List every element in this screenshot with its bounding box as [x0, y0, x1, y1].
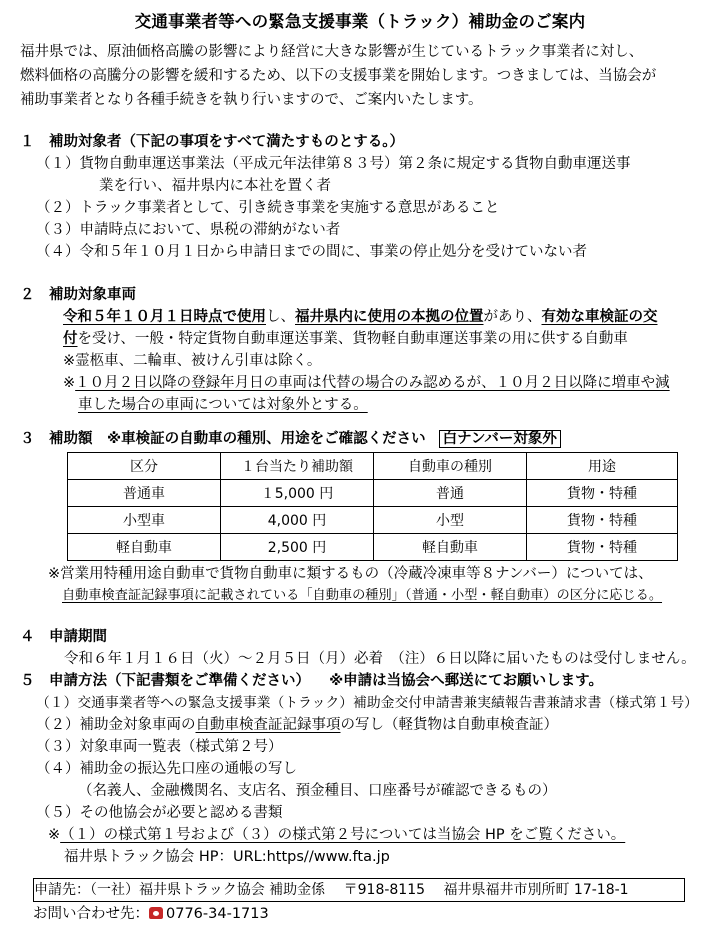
emphasis-inspection-record: 自動車検査証記録事項	[195, 717, 341, 733]
text-fragment: （２）補助金対象車両の	[36, 717, 196, 733]
section-5-heading	[20, 670, 603, 692]
phone-number[interactable]: 0776-34-1713	[166, 906, 269, 922]
emphasis-location: 福井県内に使用の本拠の位置	[295, 309, 484, 325]
table-cell: 軽自動車	[68, 534, 221, 561]
table-cell: 貨物・特種	[527, 507, 678, 534]
section-2-registration-note	[63, 372, 670, 394]
note-mark: ※	[48, 827, 61, 843]
section-3-note-1: ※営業用特種用途自動車で貨物自動車に類するもの（冷蔵冷凍車等８ナンバー）については、	[48, 566, 653, 582]
section-1-heading: １ 補助対象者（下記の事項をすべて満たすものとする。）	[20, 134, 404, 150]
emphasis-inspection-cont: 付	[63, 331, 78, 347]
text-fragment: １０月２日以降の登録年月日の車両は代替の場合のみ認めるが、１０月２日以降に増車や減	[75, 375, 670, 391]
column-header: 区分	[68, 453, 221, 480]
table-cell: 貨物・特種	[527, 480, 678, 507]
document-item-5: （５）その他協会が必要と認める書類	[36, 805, 283, 821]
section-1-item-4: （４）令和５年１０月１日から申請日までの間に、事業の停止処分を受けていない者	[36, 244, 587, 260]
section-1-item-1: （１）貨物自動車運送事業法（平成元年法律第８３号）第２条に規定する貨物自動車運送事	[36, 156, 631, 172]
document-item-4: （４）補助金の振込先口座の通帳の写し	[36, 761, 297, 777]
section-5-heading-text: ５ 申請方法（下記書類をご準備ください）	[20, 673, 310, 689]
intro-line: 福井県では、原油価格高騰の影響により経営に大きな影響が生じているトラック事業者に対し、	[20, 44, 644, 60]
table-row	[68, 507, 678, 534]
table-cell: 貨物・特種	[527, 534, 678, 561]
section-1-item-1-cont: 業を行い、福井県内に本社を置く者	[99, 178, 331, 194]
column-header: １台当たり補助額	[221, 453, 374, 480]
column-header: 用途	[527, 453, 678, 480]
emphasis-inspection: 有効な車検証の交	[541, 309, 658, 325]
contact-label: 申請先：（一社）福井県トラック協会 補助金係	[34, 882, 326, 898]
table-cell: 2,500 円	[221, 534, 374, 561]
table-row	[68, 534, 678, 561]
document-item-2	[36, 714, 558, 736]
text-fragment: を受け、一般・特定貨物自動車運送事業、貨物軽自動車運送事業の用に供する自動車	[77, 331, 628, 347]
note-mark: ※	[63, 375, 76, 391]
section-4-heading: ４ 申請期間	[20, 629, 107, 645]
text-fragment: の写し（軽貨物は自動車検査証）	[340, 717, 558, 733]
section-3-heading	[20, 428, 561, 450]
table-cell: 軽自動車	[374, 534, 527, 561]
section-2-line-2	[63, 328, 628, 350]
text-fragment: し、	[266, 309, 295, 325]
table-cell: 普通車	[68, 480, 221, 507]
inquiry-line	[33, 903, 269, 925]
document-item-4-detail: （名義人、金融機関名、支店名、預金種目、口座番号が確認できるもの）	[78, 783, 557, 799]
section-1-item-3: （３）申請時点において、県税の滞納がない者	[36, 222, 341, 238]
contact-address: 福井県福井市別所町 17-18-1	[443, 882, 629, 898]
section-2-exclusion-note: ※霊柩車、二輪車、被けん引車は除く。	[63, 353, 322, 369]
page-title: 交通事業者等への緊急支援事業（トラック）補助金のご案内	[134, 12, 586, 31]
postal-code: 〒918-8115	[343, 882, 426, 898]
table-cell: 4,000 円	[221, 507, 374, 534]
telephone-icon	[149, 907, 163, 919]
application-period: 令和６年１月１６日（火）～２月５日（月）必着 （注）６日以降に届いたものは受付しません。	[64, 651, 696, 667]
mail-instruction: ※申請は当協会へ郵送にてお願いします。	[329, 673, 603, 689]
document-item-3: （３）対象車両一覧表（様式第２号）	[36, 739, 283, 755]
table-cell: 普通	[374, 480, 527, 507]
inquiry-label: お問い合わせ先：	[33, 906, 149, 922]
intro-line: 燃料価格の高騰分の影響を緩和するため、以下の支援事業を開始します。つきましては、当協会が	[20, 68, 657, 84]
intro-paragraph	[20, 40, 705, 112]
document-item-1: （１）交通事業者等への緊急支援事業（トラック）補助金交付申請書兼実績報告書兼請求書（様式第１号）	[36, 695, 698, 711]
section-1-item-2: （２）トラック事業者として、引き続き事業を実施する意思があること	[36, 200, 500, 216]
column-header: 自動車の種別	[374, 453, 527, 480]
table-cell: １5,000 円	[221, 480, 374, 507]
table-cell: 小型車	[68, 507, 221, 534]
section-2-heading: ２ 補助対象車両	[20, 287, 136, 303]
association-website[interactable]: 福井県トラック協会 HP：URL:https//www.fta.jp	[64, 849, 390, 865]
table-row	[68, 480, 678, 507]
section-2-line-1	[63, 306, 658, 328]
contact-box	[33, 878, 685, 902]
section-3-heading-text: ３ 補助額 ※車検証の自動車の種別、用途をご確認ください	[20, 431, 426, 447]
forms-note-text: （１）の様式第１号および（３）の様式第２号については当協会 HP をご覧ください。	[60, 827, 626, 843]
table-header-row	[68, 453, 678, 480]
table-cell: 小型	[374, 507, 527, 534]
text-fragment: があり、	[483, 309, 542, 325]
subsidy-table	[67, 452, 678, 561]
section-2-registration-note-cont: 車した場合の車両については対象外とする。	[78, 397, 368, 413]
section-3-note-2: 自動車検査証記録事項に記載されている「自動車の種別」（普通・小型・軽自動車）の区分に応じる。	[62, 588, 663, 603]
intro-line: 補助事業者となり各種手続きを執り行いますので、ご案内いたします。	[20, 92, 483, 108]
forms-note	[48, 824, 625, 846]
emphasis-date: 令和５年１０月１日時点で使用	[63, 309, 266, 325]
white-plate-excluded-badge: 白ナンバー対象外	[439, 430, 561, 448]
